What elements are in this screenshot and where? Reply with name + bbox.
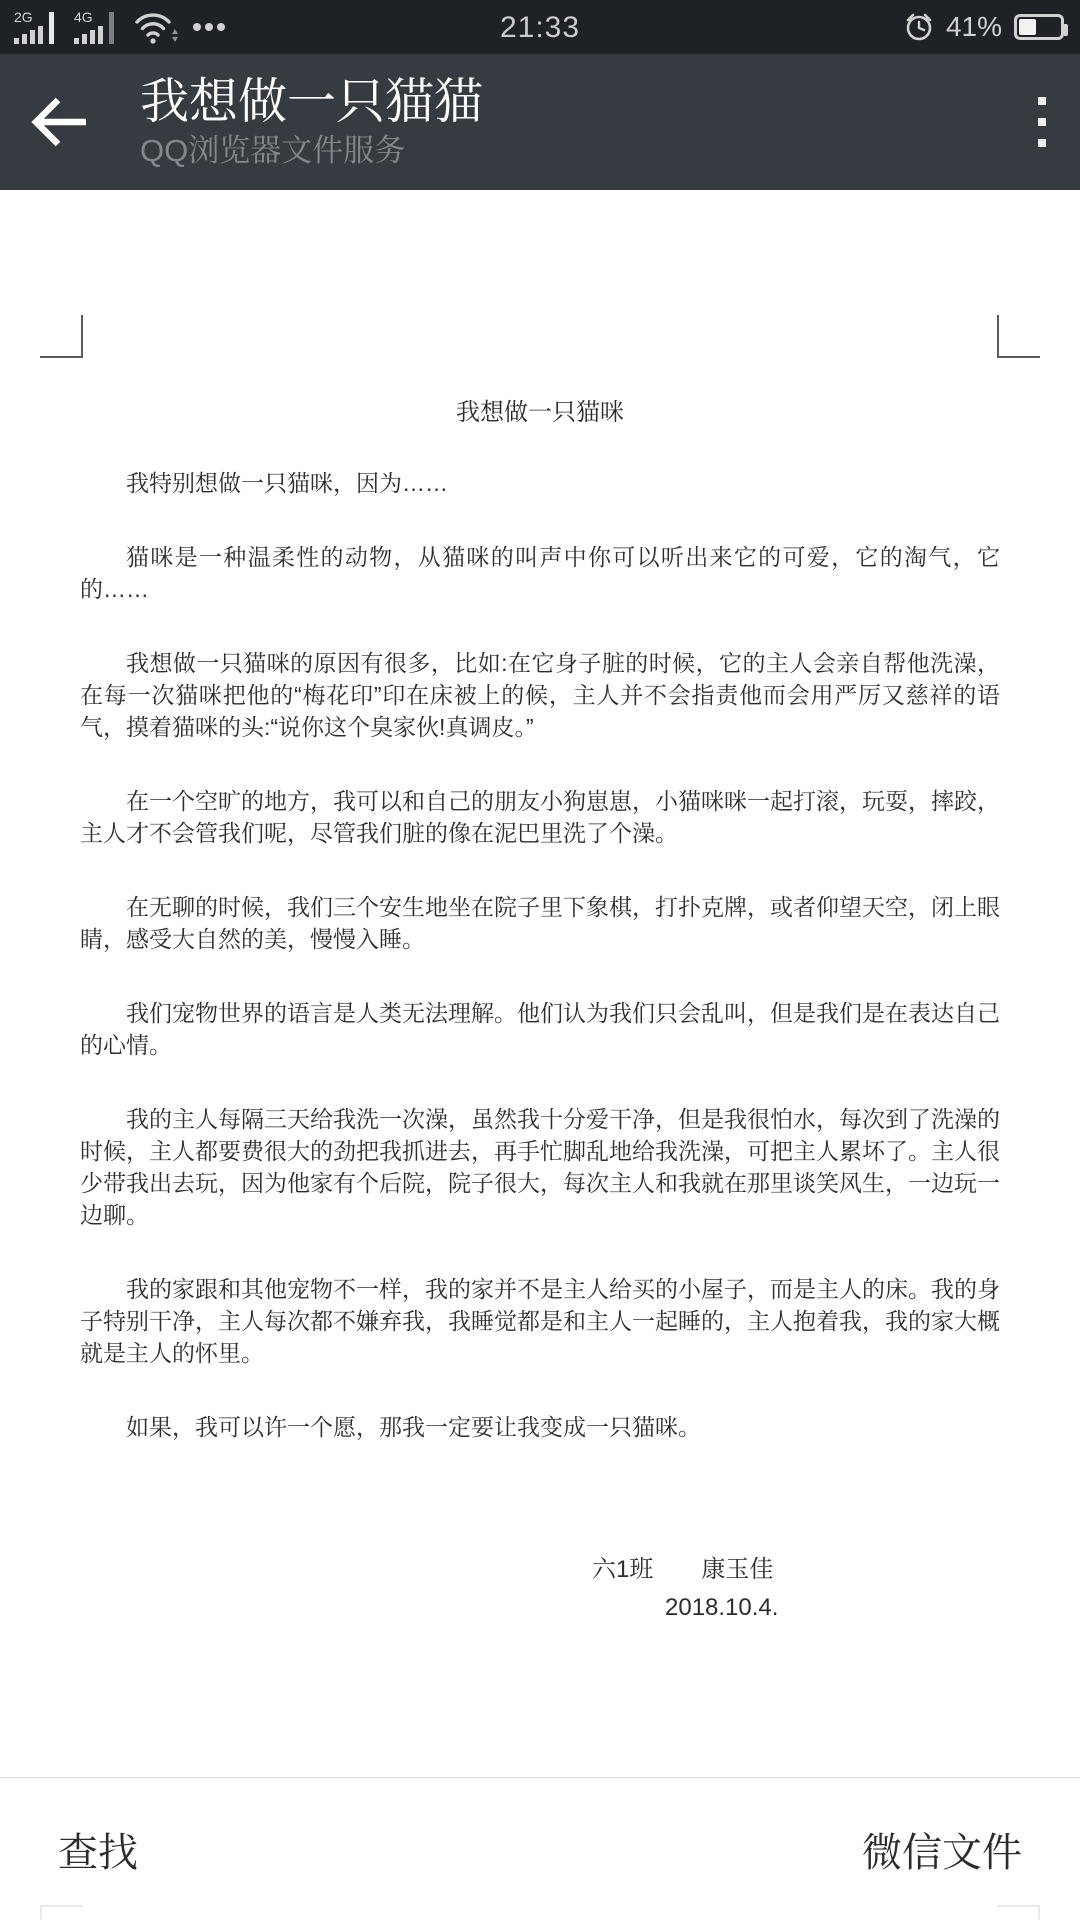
back-arrow-icon <box>31 97 89 147</box>
overflow-menu-icon <box>1038 118 1046 126</box>
battery-percent: 41% <box>945 11 1002 42</box>
status-right-cluster <box>904 0 1064 54</box>
page-subtitle: QQ浏览器文件服务 <box>140 133 406 168</box>
svg-text:4G: 4G <box>74 10 93 25</box>
document-title: 我想做一只猫咪 <box>456 399 624 426</box>
page-corner-mark-top-left <box>40 315 83 358</box>
next-page-corner-mark-right <box>997 1905 1040 1920</box>
document-paragraph: 如果，我可以许一个愿，那我一定要让我变成一只猫咪。 <box>126 1414 701 1440</box>
document-paragraph: 在一个空旷的地方，我可以和自己的朋友小狗崽崽，小猫咪咪一起打滚，玩耍，摔跤，主人才不会管我们呢，尽管我们脏的像在泥巴里洗了个澡。 <box>80 788 1000 846</box>
battery-fill <box>1019 19 1036 35</box>
signature-author: 六1班 康玉佳 <box>592 1556 774 1583</box>
header-titles <box>140 74 1004 170</box>
find-button[interactable]: 查找 <box>58 1830 138 1875</box>
back-button[interactable] <box>0 54 120 190</box>
signature-date: 2018.10.4. <box>665 1594 779 1621</box>
document-paragraph: 我的主人每隔三天给我洗一次澡，虽然我十分爱干净，但是我很怕水，每次到了洗澡的时候，主人都要费很大的劲把我抓进去，再手忙脚乱地给我洗澡，可把主人累坏了。主人很少带我出去玩，因为他家有个后院，院子很大，每次主人和我就在那里谈笑风生，一边玩一边聊。 <box>80 1106 1000 1228</box>
document-signature <box>80 1551 1000 1627</box>
document-paragraph: 我的家跟和其他宠物不一样，我的家并不是主人给买的小屋子，而是主人的床。我的身子特别干净，主人每次都不嫌弃我，我睡觉都是和主人一起睡的，主人抱着我，我的家大概就是主人的怀里。 <box>80 1276 1000 1366</box>
document-paragraph: 我想做一只猫咪的原因有很多，比如:在它身子脏的时候，它的主人会亲自帮他洗澡，在每一次猫咪把他的“梅花印”印在床被上的候，主人并不会指责他而会用严厉又慈祥的语气，摸着猫咪的头:“说你这个臭家伙!真调皮。” <box>80 650 1000 740</box>
status-bar <box>0 0 1080 54</box>
document-paragraph: 我们宠物世界的语言是人类无法理解。他们认为我们只会乱叫，但是我们是在表达自己的心情。 <box>80 1000 1000 1058</box>
battery-icon <box>1014 14 1064 40</box>
svg-text:2G: 2G <box>14 10 33 25</box>
alarm-icon <box>904 12 934 42</box>
battery-nub <box>1064 24 1068 36</box>
overflow-menu-icon <box>1038 139 1046 147</box>
document-paragraph: 猫咪是一种温柔性的动物，从猫咪的叫声中你可以听出来它的可爱，它的淘气，它的…… <box>80 544 1000 602</box>
bottom-toolbar <box>0 1777 1080 1920</box>
app-header <box>0 54 1080 190</box>
document-content <box>0 190 1080 1627</box>
overflow-menu-icon <box>1038 97 1046 105</box>
next-page-corner-mark-left <box>40 1905 83 1920</box>
wechat-files-button[interactable]: 微信文件 <box>862 1830 1022 1875</box>
overflow-menu-button[interactable] <box>1004 54 1080 190</box>
document-scroll-area[interactable] <box>0 190 1080 1777</box>
page-corner-mark-top-right <box>997 315 1040 358</box>
document-paragraph: 在无聊的时候，我们三个安生地坐在院子里下象棋，打扑克牌，或者仰望天空，闭上眼睛，感受大自然的美，慢慢入睡。 <box>80 894 1000 952</box>
page-title: 我想做一只猫猫 <box>140 75 484 129</box>
status-time: 21:33 <box>499 11 581 44</box>
document-paragraph: 我特别想做一只猫咪，因为…… <box>126 470 448 496</box>
